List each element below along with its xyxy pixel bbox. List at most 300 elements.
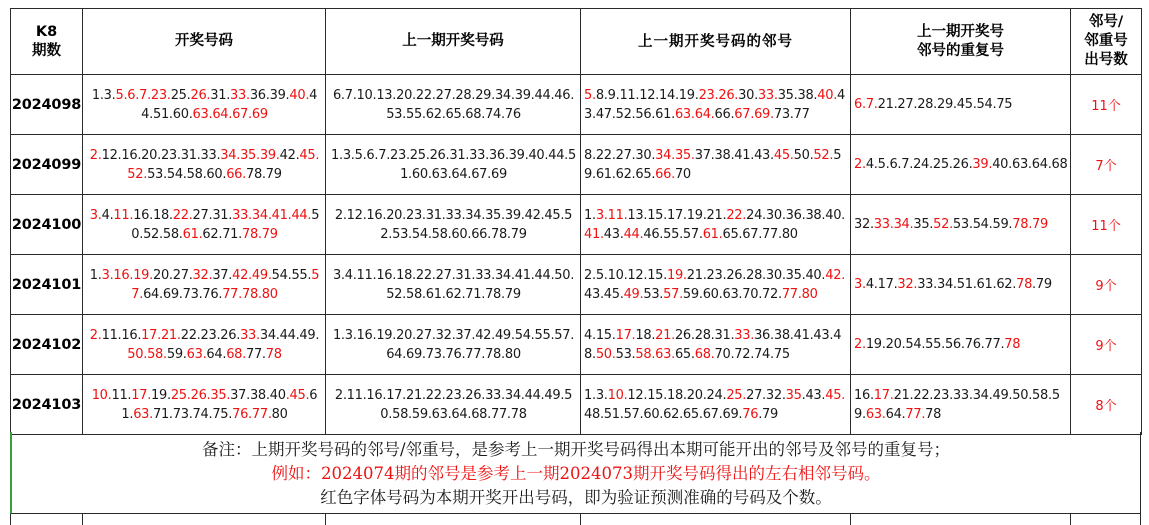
number: 33. [952,387,973,403]
hit-number: 11. [607,207,628,223]
period-cell[interactable]: 2024101 [11,255,83,315]
number: 25. [932,157,953,172]
hit-number: 19. [133,267,153,283]
hit-number: 2. [854,157,866,172]
number: 76. [964,337,985,352]
hit-number: 80 [801,286,818,302]
number: 72. [762,286,782,302]
number: 23. [200,327,221,343]
hit-count-cell[interactable]: 8个 [1071,375,1142,435]
number: 45. [603,286,624,302]
number: 15. [647,207,667,223]
number: 78. [245,166,266,182]
number: 19. [151,387,171,403]
hit-number: 3. [595,207,608,223]
number: 30. [765,267,786,283]
hit-number: 69. [754,106,774,122]
number: 75 [773,346,790,362]
number: 12. [639,87,659,103]
number: 2. [584,267,596,283]
number: 1. [89,267,102,283]
number: 54. [972,217,993,232]
number: 27. [897,97,918,112]
winning-numbers-cell[interactable] [83,135,326,195]
hit-number: 21. [655,327,675,343]
number: 74. [192,406,213,422]
number: 35. [785,267,806,283]
header-hit-count[interactable] [1071,9,1142,75]
table-row [11,195,1142,255]
number: 1. [91,87,104,103]
number: 61. [595,166,616,182]
winning-numbers-cell[interactable] [83,195,326,255]
number: 51. [603,406,624,422]
hit-number: 41. [584,226,604,242]
note-line-1: 备注：上期开奖号码的邻号/邻重号，是参考上一期开奖号码得出本期可能开出的邻号及邻号的重复号； [201,440,951,459]
number: 74. [754,346,774,362]
hit-number: 3. [101,267,114,283]
number: 4. [865,157,878,172]
number: 31. [212,207,233,223]
repeat-numbers-cell[interactable] [851,375,1071,435]
number: 77. [762,226,782,242]
period-cell[interactable]: 2024103 [11,375,83,435]
number: 22. [913,387,934,403]
number: 33. [917,277,937,292]
repeat-numbers-cell[interactable] [851,255,1071,315]
number: 53. [643,286,664,302]
number: 41. [734,147,755,163]
number: 22. [595,147,616,163]
number: 19. [686,207,707,223]
hit-number: 35 [785,387,802,403]
number: 49. [299,327,320,343]
table-body [11,75,1142,435]
number: 38. [805,207,826,223]
number: 58. [162,226,183,242]
number: 72. [734,346,755,362]
number: 73. [172,406,193,422]
number: 70 [674,166,691,182]
number: 45. [956,97,977,112]
hit-count-cell[interactable]: 9个 [1071,255,1142,315]
hit-count-cell[interactable]: 7个 [1071,135,1142,195]
hit-number: 78. [241,286,262,302]
table-row [11,75,1142,135]
number: 27. [746,387,766,403]
hit-number: 3. [89,207,102,223]
number: 28. [917,97,937,112]
number: 61. [121,387,318,422]
number: 63. [722,286,743,302]
number: 62. [663,406,683,422]
number: 46. [643,226,664,242]
number: 18. [666,387,687,403]
number: 16. [133,207,153,223]
neighbor-numbers-cell[interactable] [581,195,851,255]
hit-number: 80 [261,286,278,302]
number: 1. [584,207,596,223]
hit-number: 63. [192,106,213,122]
hit-number: 26. [718,87,739,103]
number: 61. [976,277,997,292]
number: 18. [635,327,656,343]
header-repeat-numbers[interactable] [851,9,1071,75]
period-cell[interactable]: 2024099 [11,135,83,195]
prev-winning-numbers-cell[interactable]: 6.7.10.13.20.22.27.28.29.34.39.44.46.53.55.62.65.68.74.76 [326,75,581,135]
number: 34. [936,277,957,292]
number: 36. [249,87,270,103]
winning-numbers-cell[interactable] [83,255,326,315]
number: 4. [865,277,878,292]
number: 43. [813,327,834,343]
hit-number: 33. [873,217,894,232]
hit-count-cell[interactable]: 11个 [1071,195,1142,255]
number: 4. [101,207,114,223]
hit-number: 49. [623,286,644,302]
hit-number: 66. [655,166,675,182]
hit-number: 61. [702,226,723,242]
hit-number: 67. [734,106,755,122]
prev-winning-numbers-cell[interactable]: 3.4.11.16.18.22.27.31.33.34.41.44.50.52.58.61.62.71.78.79 [326,255,581,315]
hit-number: 44. [623,226,644,242]
next-row-edge [10,514,1141,525]
header-neighbor-numbers[interactable]: 上一期开奖号码的邻号 [581,9,851,75]
hit-number: 63. [186,346,207,362]
number: 54. [905,337,926,352]
hit-number: 23. [150,87,171,103]
number: 79 [265,166,282,182]
number: 43. [603,226,624,242]
hit-number: 33. [240,327,260,343]
number: 32. [765,387,786,403]
number: 13. [627,207,648,223]
number: 16. [121,147,142,163]
number: 59. [854,387,1060,422]
header-winning-numbers[interactable]: 开奖号码 [83,9,326,75]
neighbor-numbers-cell[interactable] [581,255,851,315]
number: 67. [702,406,723,422]
hit-number: 45. [825,387,845,403]
hit-number: 45. [299,147,320,163]
number: 30. [635,147,656,163]
hit-number: 16. [113,267,134,283]
hit-number: 17. [131,387,152,403]
hit-number: 64. [212,106,233,122]
hit-number: 7. [865,97,878,112]
number: 21. [877,97,898,112]
number: 58. [186,166,207,182]
number: 32. [854,217,874,232]
hit-number: 63. [865,406,886,422]
winning-numbers-cell[interactable] [83,315,326,375]
winning-numbers-cell[interactable] [83,75,326,135]
number: 62. [202,226,223,242]
number: 75. [212,406,233,422]
number: 41. [793,327,814,343]
hit-number: 77. [905,406,926,422]
number: 48. [584,327,842,362]
number: 43. [754,147,774,163]
number: .79 [1032,277,1052,292]
hit-number: 66. [226,166,246,182]
number: 35. [777,87,798,103]
number: 40 [269,387,286,403]
hit-number: 26. [190,87,211,103]
number: 8. [584,147,596,163]
number: 60. [643,406,664,422]
hit-number: 34. [893,217,914,232]
neighbor-numbers-cell[interactable] [581,135,851,195]
number: 60. [702,286,723,302]
hit-number: 52. [813,147,834,163]
hit-number: 21. [160,327,181,343]
hit-number: 63. [655,346,675,362]
table-row [11,315,1142,375]
number: 44. [279,327,300,343]
hit-number: 35. [240,147,260,163]
number: 10. [607,267,628,283]
hit-number: 52. [127,166,148,182]
col-divider [325,514,326,525]
hit-number: 35. [210,387,231,403]
prev-winning-numbers-cell[interactable]: 2.11.16.17.21.22.23.26.33.34.44.49.50.58.59.63.64.68.77.78 [326,375,581,435]
number: 76. [202,286,223,302]
col-divider [1070,514,1071,525]
hit-number: 32. [897,277,918,292]
hit-number: 64. [694,106,715,122]
number: 14. [659,87,679,103]
hit-number: 23. [698,87,719,103]
number: 69. [722,406,743,422]
hit-number: 39. [259,147,280,163]
header-repeat-line1: 上一期开奖号 [917,23,1004,40]
prev-winning-numbers-cell[interactable]: 1.3.5.6.7.23.25.26.31.33.36.39.40.44.51.60.63.64.67.69 [326,135,581,195]
number: 48. [584,406,604,422]
number: 56. [944,337,965,352]
number: 52. [143,226,163,242]
number: 15. [647,387,667,403]
number: 40. [992,157,1012,172]
number: 60. [206,166,227,182]
number: 55. [663,226,683,242]
number: 3. [103,87,116,103]
number: 71. [152,406,173,422]
hit-number: 25. [726,387,747,403]
number: 15. [647,267,667,283]
hit-number: 79 [1032,217,1048,232]
hit-number: 40. [289,87,310,103]
number: 59. [992,217,1013,232]
number: 12. [627,267,648,283]
hit-number: 78 [1016,277,1033,292]
number: 39. [269,87,290,103]
winning-numbers-cell[interactable] [83,375,326,435]
hit-number: 79 [261,226,278,242]
k8-lottery-table [10,8,1142,435]
number: 54. [976,97,997,112]
number: 80 [271,406,288,422]
hit-number: 6. [127,87,140,103]
header-period[interactable] [11,9,83,75]
header-count-line2: 邻重号 [1084,33,1128,49]
number: 65. [722,226,743,242]
prev-winning-numbers-cell[interactable]: 1.3.16.19.20.27.32.37.42.49.54.55.57.64.69.73.76.77.78.80 [326,315,581,375]
period-cell[interactable]: 2024102 [11,315,83,375]
number: 31. [180,147,201,163]
hit-number: 77. [781,286,802,302]
number: 8. [595,87,608,103]
hit-number: 17. [615,327,636,343]
period-cell[interactable]: 2024098 [11,75,83,135]
number: 29. [936,97,957,112]
hit-number: 77. [222,286,242,302]
number: 77. [245,346,266,362]
header-count-line3: 出号数 [1084,52,1128,68]
hit-count-cell[interactable]: 11个 [1071,75,1142,135]
number: 15. [595,327,616,343]
number: 63 [1011,157,1028,172]
number: 56. [635,106,656,122]
number: 5. [595,267,608,283]
number: 26. [726,267,747,283]
number: 21. [893,387,914,403]
number: 50. [793,147,814,163]
number: 55. [291,267,312,283]
repeat-numbers-cell[interactable] [851,135,1071,195]
hit-number: 10. [607,387,628,403]
number: 77 [793,106,810,122]
hit-number: 78 [265,346,282,362]
header-repeat-line2: 邻号的重复号 [917,42,1004,59]
number: 18. [152,207,173,223]
number: 43. [584,286,604,302]
number: 78 [925,406,942,422]
number: 38. [797,87,818,103]
number: 3. [595,387,608,403]
hit-number: 7. [139,87,151,103]
hit-number: 44. [291,207,312,223]
number: 47. [595,106,616,122]
number: 64. [143,286,163,302]
hit-number: 3. [854,277,866,292]
hit-number: 22. [172,207,193,223]
number: 9. [607,87,620,103]
number: 58. [1032,387,1052,403]
hit-number: 42. [232,267,252,283]
number: 62. [996,277,1017,292]
number: 40. [805,267,826,283]
period-cell[interactable]: 2024100 [11,195,83,255]
hit-number: 63. [674,106,695,122]
number: 37. [212,267,233,283]
number: 73. [182,286,203,302]
table-row [11,135,1142,195]
number: 69. [162,286,183,302]
number: 62. [615,166,636,182]
number: 16. [854,387,874,403]
hit-number: 78. [1012,217,1033,232]
repeat-numbers-cell[interactable] [851,75,1071,135]
number: 42. [279,147,300,163]
number: 53. [615,346,636,362]
repeat-numbers-cell[interactable] [851,315,1071,375]
number: 27. [172,267,193,283]
hit-number: 58. [147,346,167,362]
number: 31. [210,87,231,103]
number: 21. [686,267,707,283]
neighbor-numbers-cell[interactable] [581,375,851,435]
hit-number: 33. [230,87,250,103]
table-row [11,375,1142,435]
number: 44. [141,87,318,122]
prev-winning-numbers-cell[interactable]: 2.12.16.20.23.31.33.34.35.39.42.45.52.53.54.58.60.66.78.79 [326,195,581,255]
number: 23. [706,267,727,283]
hit-number: 11. [113,207,134,223]
number: 22. [180,327,201,343]
hit-count-cell[interactable]: 9个 [1071,315,1142,375]
number: 28. [746,267,766,283]
number: 73. [773,106,794,122]
number: 17. [666,207,687,223]
hit-number: 25. [170,387,191,403]
number: 12. [627,387,648,403]
number: 60. [172,106,193,122]
number: 50. [1012,387,1033,403]
number: 11. [619,87,640,103]
hit-number: 32. [192,267,213,283]
hit-number: 39. [972,157,993,172]
hit-number: 63. [133,406,153,422]
hit-number: 68. [694,346,715,362]
number: 33. [200,147,221,163]
number: 54. [166,166,187,182]
hit-number: 76 [742,406,759,422]
number: 57. [623,406,644,422]
number: 52. [615,106,636,122]
number: 57. [682,226,703,242]
number: 38. [714,147,735,163]
number: 26. [674,327,695,343]
number: 7. [901,157,914,172]
number: 11. [101,327,122,343]
number: 20. [141,147,161,163]
number: 30. [765,207,786,223]
header-prev-winning-numbers[interactable]: 上一期开奖号码 [326,9,581,75]
neighbor-numbers-cell[interactable] [581,75,851,135]
number: 71. [222,226,242,242]
hit-number: 26. [190,387,211,403]
number: 26. [952,157,973,172]
hit-number: .45. [285,387,310,403]
number: 20. [152,267,173,283]
number: 50. [131,207,320,242]
neighbor-numbers-cell[interactable] [581,315,851,375]
number: 20. [885,337,906,352]
number: 19. [865,337,886,352]
repeat-numbers-cell[interactable] [851,195,1071,255]
hit-number: 58. [635,346,656,362]
number: 80 [781,226,798,242]
number: 5. [877,157,890,172]
hit-number: 78. [241,226,262,242]
number: 68 [1051,157,1068,172]
hit-number: 34. [220,147,241,163]
number: 25. [170,87,191,103]
notes-cell[interactable] [10,432,1141,514]
number: 77. [984,337,1005,352]
col-divider [82,514,83,525]
